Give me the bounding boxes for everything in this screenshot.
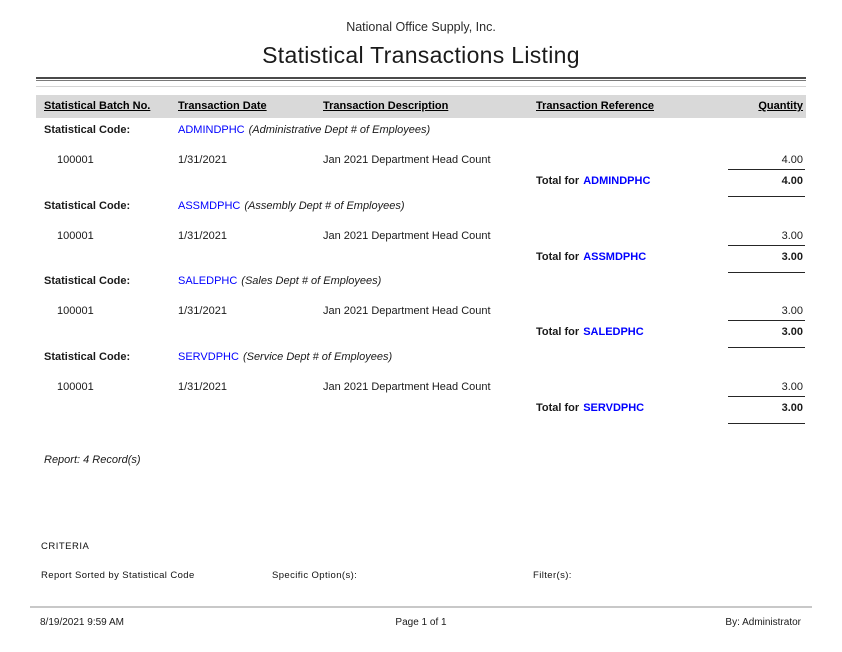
footer-printed-by: By: Administrator bbox=[725, 617, 801, 628]
statistical-code-value bbox=[178, 351, 392, 363]
column-header-quantity: Quantity bbox=[758, 100, 803, 112]
code-description: (Service Dept # of Employees) bbox=[242, 351, 393, 363]
statistical-code-value bbox=[178, 124, 430, 136]
transaction-quantity: 3.00 bbox=[781, 230, 803, 242]
code-section bbox=[0, 351, 842, 427]
transaction-date: 1/31/2021 bbox=[178, 230, 227, 242]
statistical-code-value bbox=[178, 200, 405, 212]
column-header-description: Transaction Description bbox=[323, 100, 449, 112]
code-description: (Administrative Dept # of Employees) bbox=[248, 124, 431, 136]
total-quantity: 3.00 bbox=[781, 402, 803, 414]
total-label bbox=[536, 326, 644, 338]
total-code-text: ASSMDPHC bbox=[583, 251, 647, 263]
title-rule bbox=[36, 80, 806, 81]
criteria-filters-label: Filter(s): bbox=[533, 570, 572, 581]
code-description: (Assembly Dept # of Employees) bbox=[244, 200, 405, 212]
total-rule-above bbox=[728, 169, 805, 170]
statistical-code-label: Statistical Code: bbox=[44, 200, 131, 212]
total-label-text: Total for bbox=[536, 175, 580, 187]
total-rule-below bbox=[728, 347, 805, 348]
transaction-description: Jan 2021 Department Head Count bbox=[323, 381, 491, 393]
code-text: SERVDPHC bbox=[178, 351, 239, 363]
statistical-code-value bbox=[178, 275, 381, 287]
batch-number: 100001 bbox=[57, 305, 94, 317]
transaction-quantity: 4.00 bbox=[781, 154, 803, 166]
total-label bbox=[536, 402, 644, 414]
criteria-specific-options-label: Specific Option(s): bbox=[272, 570, 358, 581]
total-label-text: Total for bbox=[536, 402, 580, 414]
total-code-text: SERVDPHC bbox=[583, 402, 645, 414]
footer-page-number: Page 1 of 1 bbox=[395, 617, 447, 628]
transaction-date: 1/31/2021 bbox=[178, 305, 227, 317]
transaction-date: 1/31/2021 bbox=[178, 154, 227, 166]
code-text: ADMINDPHC bbox=[178, 124, 245, 136]
column-header-batch: Statistical Batch No. bbox=[44, 100, 151, 112]
footer-rule bbox=[30, 606, 812, 608]
batch-number: 100001 bbox=[57, 230, 94, 242]
company-name: National Office Supply, Inc. bbox=[346, 20, 496, 34]
total-rule-below bbox=[728, 272, 805, 273]
total-rule-above bbox=[728, 320, 805, 321]
batch-number: 100001 bbox=[57, 381, 94, 393]
title-rule bbox=[36, 77, 806, 79]
page-title: Statistical Transactions Listing bbox=[262, 42, 580, 68]
total-label-text: Total for bbox=[536, 251, 580, 263]
title-rule bbox=[36, 86, 806, 87]
column-header-date: Transaction Date bbox=[178, 100, 267, 112]
criteria-sorted-by: Report Sorted by Statistical Code bbox=[41, 570, 195, 581]
code-description: (Sales Dept # of Employees) bbox=[241, 275, 382, 287]
total-label bbox=[536, 251, 646, 263]
record-count-summary: Report: 4 Record(s) bbox=[44, 454, 141, 466]
total-code-text: SALEDPHC bbox=[583, 326, 644, 338]
total-rule-below bbox=[728, 423, 805, 424]
code-section bbox=[0, 275, 842, 351]
total-rule-above bbox=[728, 245, 805, 246]
statistical-code-label: Statistical Code: bbox=[44, 351, 131, 363]
transaction-quantity: 3.00 bbox=[781, 305, 803, 317]
total-rule-above bbox=[728, 396, 805, 397]
code-text: SALEDPHC bbox=[178, 275, 238, 287]
criteria-heading: CRITERIA bbox=[41, 541, 90, 552]
total-code-text: ADMINDPHC bbox=[583, 175, 651, 187]
transaction-date: 1/31/2021 bbox=[178, 381, 227, 393]
code-text: ASSMDPHC bbox=[178, 200, 241, 212]
total-rule-below bbox=[728, 196, 805, 197]
total-quantity: 3.00 bbox=[781, 326, 803, 338]
transaction-description: Jan 2021 Department Head Count bbox=[323, 305, 491, 317]
batch-number: 100001 bbox=[57, 154, 94, 166]
footer-datetime: 8/19/2021 9:59 AM bbox=[40, 617, 124, 628]
statistical-code-label: Statistical Code: bbox=[44, 124, 131, 136]
total-label-text: Total for bbox=[536, 326, 580, 338]
code-section bbox=[0, 124, 842, 200]
transaction-description: Jan 2021 Department Head Count bbox=[323, 154, 491, 166]
total-label bbox=[536, 175, 650, 187]
statistical-code-label: Statistical Code: bbox=[44, 275, 131, 287]
total-quantity: 3.00 bbox=[781, 251, 803, 263]
transaction-quantity: 3.00 bbox=[781, 381, 803, 393]
column-header-reference: Transaction Reference bbox=[536, 100, 654, 112]
total-quantity: 4.00 bbox=[781, 175, 803, 187]
transaction-description: Jan 2021 Department Head Count bbox=[323, 230, 491, 242]
code-section bbox=[0, 200, 842, 276]
